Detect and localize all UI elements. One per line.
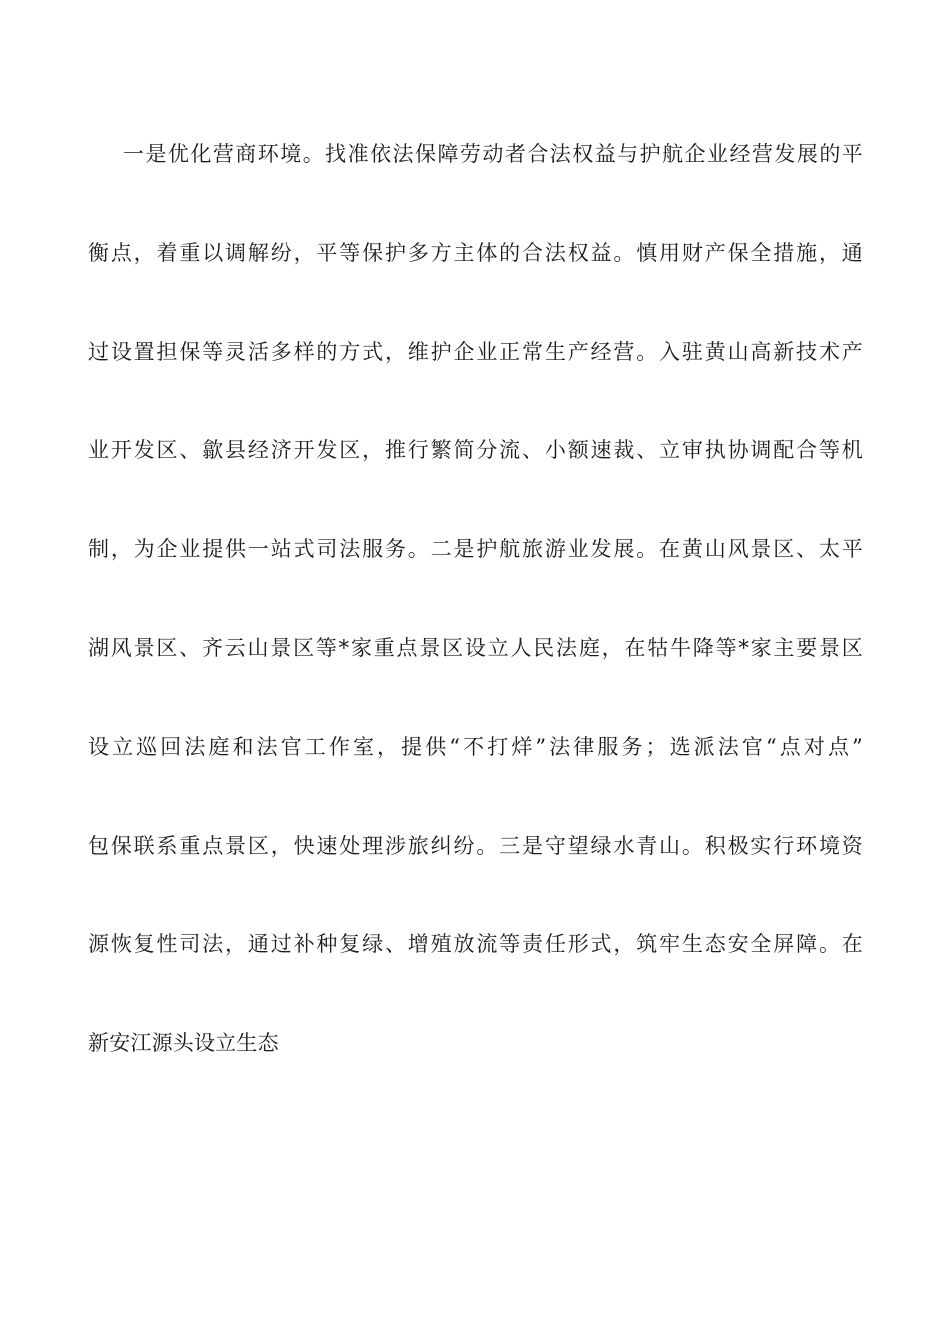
text-line: 一是优化营商环境。找准依法保障劳动者合法权益与护航企业经营发展的平 <box>123 142 863 166</box>
text-line: 源恢复性司法，通过补种复绿、增殖放流等责任形式，筑牢生态安全屏障。在 <box>88 932 863 957</box>
text-line: 设立巡回法庭和法官工作室，提供“不打烊”法律服务；选派法官“点对点” <box>88 734 863 759</box>
text-line: 业开发区、歙县经济开发区，推行繁简分流、小额速裁、立审执协调配合等机 <box>88 438 863 463</box>
body-paragraph <box>88 131 863 1119</box>
text-line: 新安江源头设立生态 <box>88 1031 279 1056</box>
text-line: 衡点，着重以调解纷，平等保护多方主体的合法权益。慎用财产保全措施，通 <box>88 240 863 265</box>
text-line: 湖风景区、齐云山景区等*家重点景区设立人民法庭，在牯牛降等*家主要景区 <box>88 635 863 660</box>
text-line: 制，为企业提供一站式司法服务。二是护航旅游业发展。在黄山风景区、太平 <box>88 537 863 562</box>
text-line: 包保联系重点景区，快速处理涉旅纠纷。三是守望绿水青山。积极实行环境资 <box>88 833 863 858</box>
text-line: 过设置担保等灵活多样的方式，维护企业正常生产经营。入驻黄山高新技术产 <box>88 339 863 364</box>
